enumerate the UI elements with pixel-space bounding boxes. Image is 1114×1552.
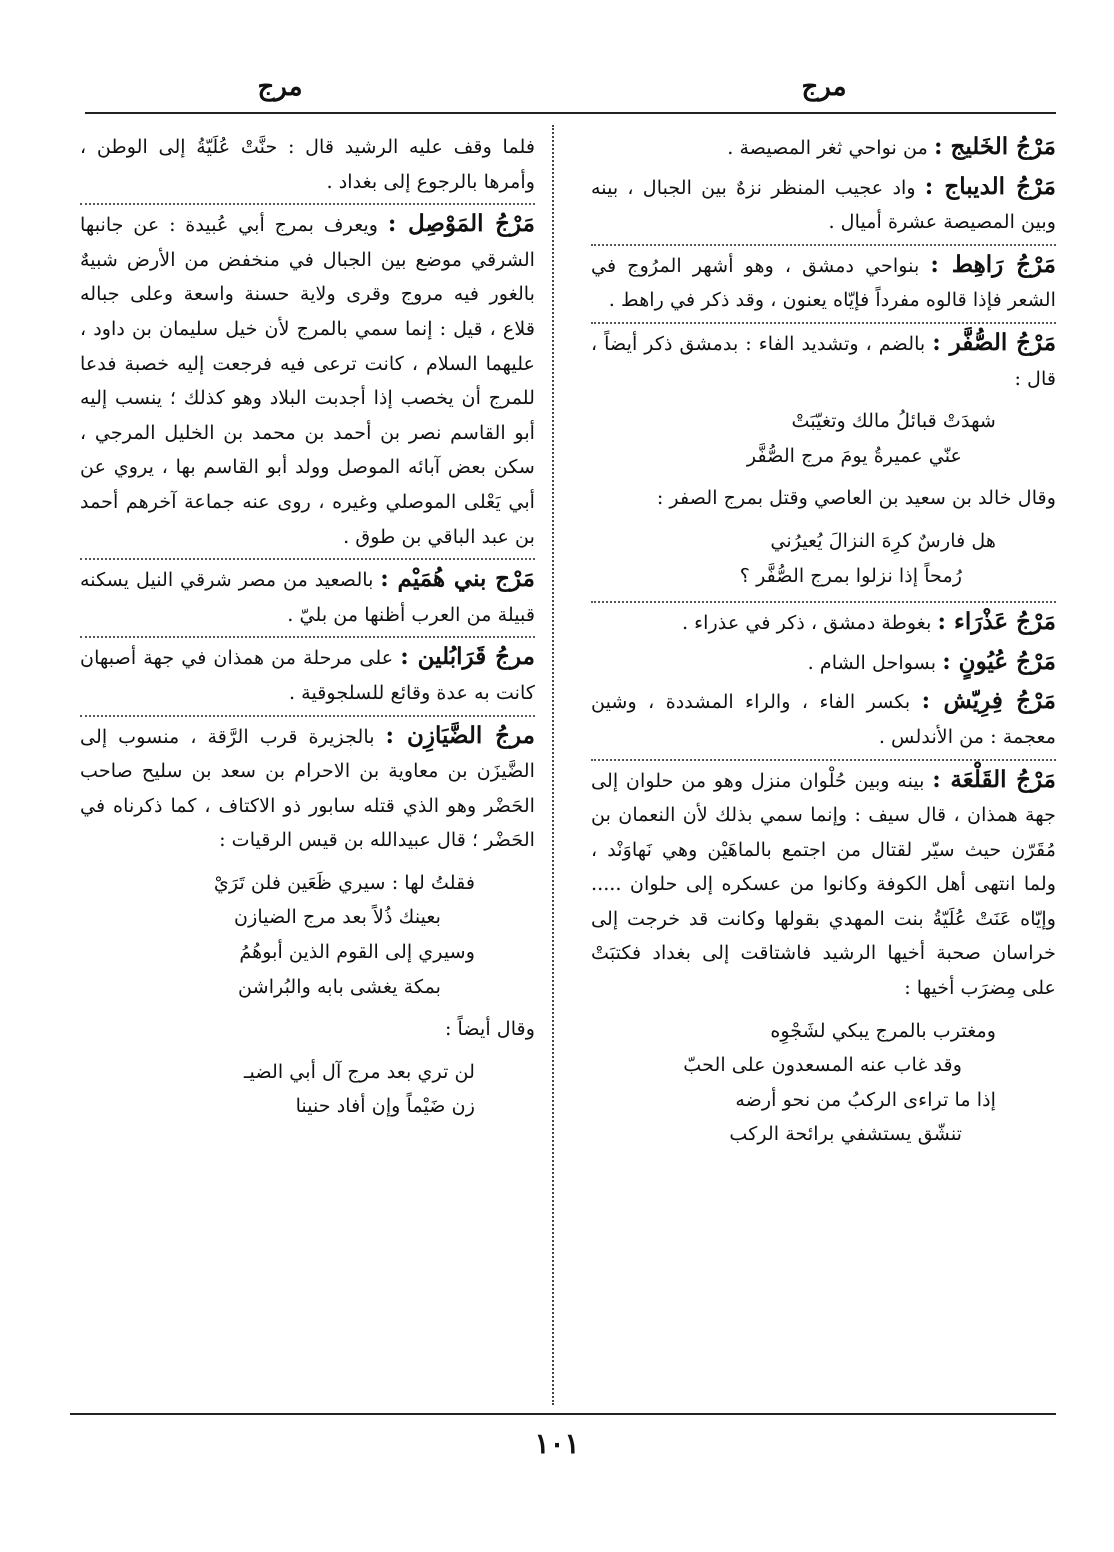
headword: مَرْجُ المَوْصِل : bbox=[387, 210, 535, 238]
headword: مَرْجُ فِرِيّش : bbox=[921, 687, 1056, 715]
entry-text: بالصعيد من مصر شرقي النيل يسكنه قبيلة من العرب أظنها من بليّ . bbox=[80, 568, 535, 626]
headword: مَرْجُ الصُّفَّر : bbox=[932, 328, 1057, 356]
poem-line: زن ضَيْماً وإن أفاد حنينا bbox=[295, 1094, 475, 1118]
headword: مَرْجُ الخَليج : bbox=[933, 133, 1056, 160]
header-rule bbox=[85, 112, 1056, 114]
poem-line: رُمحاً إذا نزلوا بمرج الصُّفَّر ؟ bbox=[739, 563, 962, 587]
entry-text: واد عجيب المنظر نزهٌ بين الجبال ، بينه وبين المصيصة عشرة أميال . bbox=[591, 175, 1056, 234]
poem bbox=[80, 866, 535, 1004]
poem-line: لن تري بعد مرج آل أبي الضيـ bbox=[243, 1059, 475, 1083]
poem-line: وسيري إلى القوم الذين أبوهُمُ bbox=[239, 940, 475, 964]
entry-text: من نواحي ثغر المصيصة . bbox=[727, 136, 934, 159]
poem-line: عنّي عميرةُ يومَ مرج الصُّفَّر bbox=[746, 443, 962, 467]
headword: مَرْجُ القَلْعَة : bbox=[932, 765, 1057, 793]
headword: مَرْج بني هُمَيْم : bbox=[380, 565, 535, 593]
poem-line: هل فارسٌ كرِهَ النزالَ يُعيرُني bbox=[770, 528, 996, 552]
headword: مَرْجُ عُيُونٍ : bbox=[942, 647, 1056, 675]
entry-text: وقال خالد بن سعيد بن العاصي وقتل بمرج الصفر : bbox=[656, 486, 1056, 510]
entry-text: بسواحل الشام . bbox=[807, 650, 943, 674]
entry-marj-adhra bbox=[591, 601, 1056, 641]
entry-text: بغوطة دمشق ، ذكر في عذراء . bbox=[681, 611, 938, 635]
entry-marj-rahit bbox=[591, 244, 1056, 318]
poem-line: شهدَتْ قبائلُ مالك وتغيّبَتْ bbox=[791, 409, 996, 433]
headword: مَرْجُ عَذْرَاء : bbox=[937, 608, 1056, 636]
page-number: ١٠١ bbox=[534, 1427, 580, 1460]
entry-continuation: فلما وقف عليه الرشيد قال : حنَّتْ عُلَيّةُ إلى الوطن ، وأمرها بالرجوع إلى بغداد . bbox=[80, 135, 535, 193]
headword: مرجُ الضَّيَازِن : bbox=[385, 721, 535, 749]
poem bbox=[591, 1014, 1056, 1152]
entry-text: بكسر الفاء ، والراء المشددة ، وشين معجمة : من الأندلس . bbox=[591, 690, 1056, 748]
poem-line: ومغترب بالمرج يبكي لشَجْوِه bbox=[770, 1018, 996, 1042]
entry-text: بينه وبين حُلْوان منزل وهو من حلوان إلى جهة همذان ، قال سيف : وإنما سمي بذلك لأن النعمان بن مُقَرّن حيث سيّر لقتال من اجتمع بالماهَيْن وهي نَهاوَنْد ، ولما انتهى أهل الكوفة وكانوا من عسكره إلى حلوان ..... وإيّاه عَنَتْ عُلَيّةُ بنت المهدي بقولها وكانت قد خرجت إلى خراسان صحبة أخيها الرشيد فاشتاقت إلى بغداد فكتبَتْ على مِضرَب أخيها : bbox=[591, 768, 1056, 1000]
entry-text: على مرحلة من همذان في جهة أصبهان كانت به عدة وقائع للسلجوقية . bbox=[80, 646, 535, 704]
footer-rule bbox=[70, 1413, 1056, 1415]
entry-marj-firrish bbox=[591, 684, 1056, 754]
entry-marj-bani-humaym bbox=[80, 558, 535, 632]
running-header-left: مرج bbox=[257, 72, 303, 102]
entry-text: بالضم ، وتشديد الفاء : بدمشق ذكر أيضاً ، قال : bbox=[591, 331, 1056, 390]
poem bbox=[591, 524, 1056, 593]
column-divider bbox=[552, 125, 554, 1405]
entry-text: وقال أيضاً : bbox=[444, 1017, 535, 1041]
entry-marj-al-dayazin bbox=[80, 715, 535, 1125]
poem-line: تنشّق يستشفي برائحة الركب bbox=[729, 1122, 962, 1146]
entry-marj-al-qalaa bbox=[591, 759, 1056, 1153]
entry-text: ويعرف بمرج أبي عُبيدة : عن جانبها الشرقي موضع بين الجبال في منخفض من الأرض شبيهٌ بالغور فيه مروج وقرى ولاية حسنة واسعة وعلى جباله قلاع ، قيل : إنما سمي بالمرج لأن خيل سليمان بن داود ، عليهما السلام ، كانت ترعى فيه فرجعت إليه خصبة فدعا للمرج أن يخصب إذا أجدبت البلاد وهو كذلك ؛ ينسب إليه أبو القاسم نصر بن أحمد بن محمد بن الخليل المرجي ، سكن بعض آبائه الموصل وولد أبو القاسم بها ، يروي عن أبي يَعْلى الموصلي وغيره ، روى عنه جماعة آخرهم أحمد بن عبد الباقي بن طوق . bbox=[80, 213, 535, 548]
entry-text: بنواحي دمشق ، وهو أشهر المرُوج في الشعر فإذا قالوه مفرداً فإيّاه يعنون ، وقد ذكر في راهط . bbox=[591, 253, 1056, 312]
left-column bbox=[80, 130, 535, 1132]
entry-marj-al-khalij bbox=[591, 130, 1056, 166]
entry-marj-al-dibaj bbox=[591, 170, 1056, 240]
entry-marj-qarabulin bbox=[80, 636, 535, 710]
poem bbox=[80, 1055, 535, 1124]
entry-text: بالجزيرة قرب الرَّقة ، منسوب إلى الضَّيزَن بن معاوية بن الاحرام بن سعد بن سليح صاحب الحَضْر وهو الذي قتله سابور ذو الاكتاف ، كما ذكرناه في الحَضْر ؛ قال عبيدالله بن قيس الرقيات : bbox=[80, 724, 535, 852]
headword: مَرْجُ رَاهِط : bbox=[930, 250, 1056, 278]
poem-line: إذا ما تراءى الركبُ من نحو أرضه bbox=[735, 1087, 996, 1111]
headword: مرجُ قَرَابُلين : bbox=[400, 643, 535, 671]
poem-line: وقد غاب عنه المسعدون على الحبّ bbox=[683, 1053, 962, 1077]
running-header-right: مرج bbox=[801, 72, 847, 102]
poem-line: فقلتُ لها : سيري ظَعَين فلن تَرَيْ bbox=[213, 870, 475, 894]
headword: مَرْجُ الديباج : bbox=[924, 172, 1056, 200]
poem bbox=[591, 404, 1056, 473]
entry-marj-al-suffar bbox=[591, 322, 1056, 593]
entry-marj-uyun bbox=[591, 645, 1056, 681]
entry-marj-al-mawsil bbox=[80, 203, 535, 554]
poem-line: بعينك ذُلاً بعد مرج الضيازن bbox=[234, 905, 441, 929]
right-column bbox=[591, 130, 1056, 1160]
poem-line: بمكة يغشى بابه والبُراشن bbox=[238, 974, 441, 998]
